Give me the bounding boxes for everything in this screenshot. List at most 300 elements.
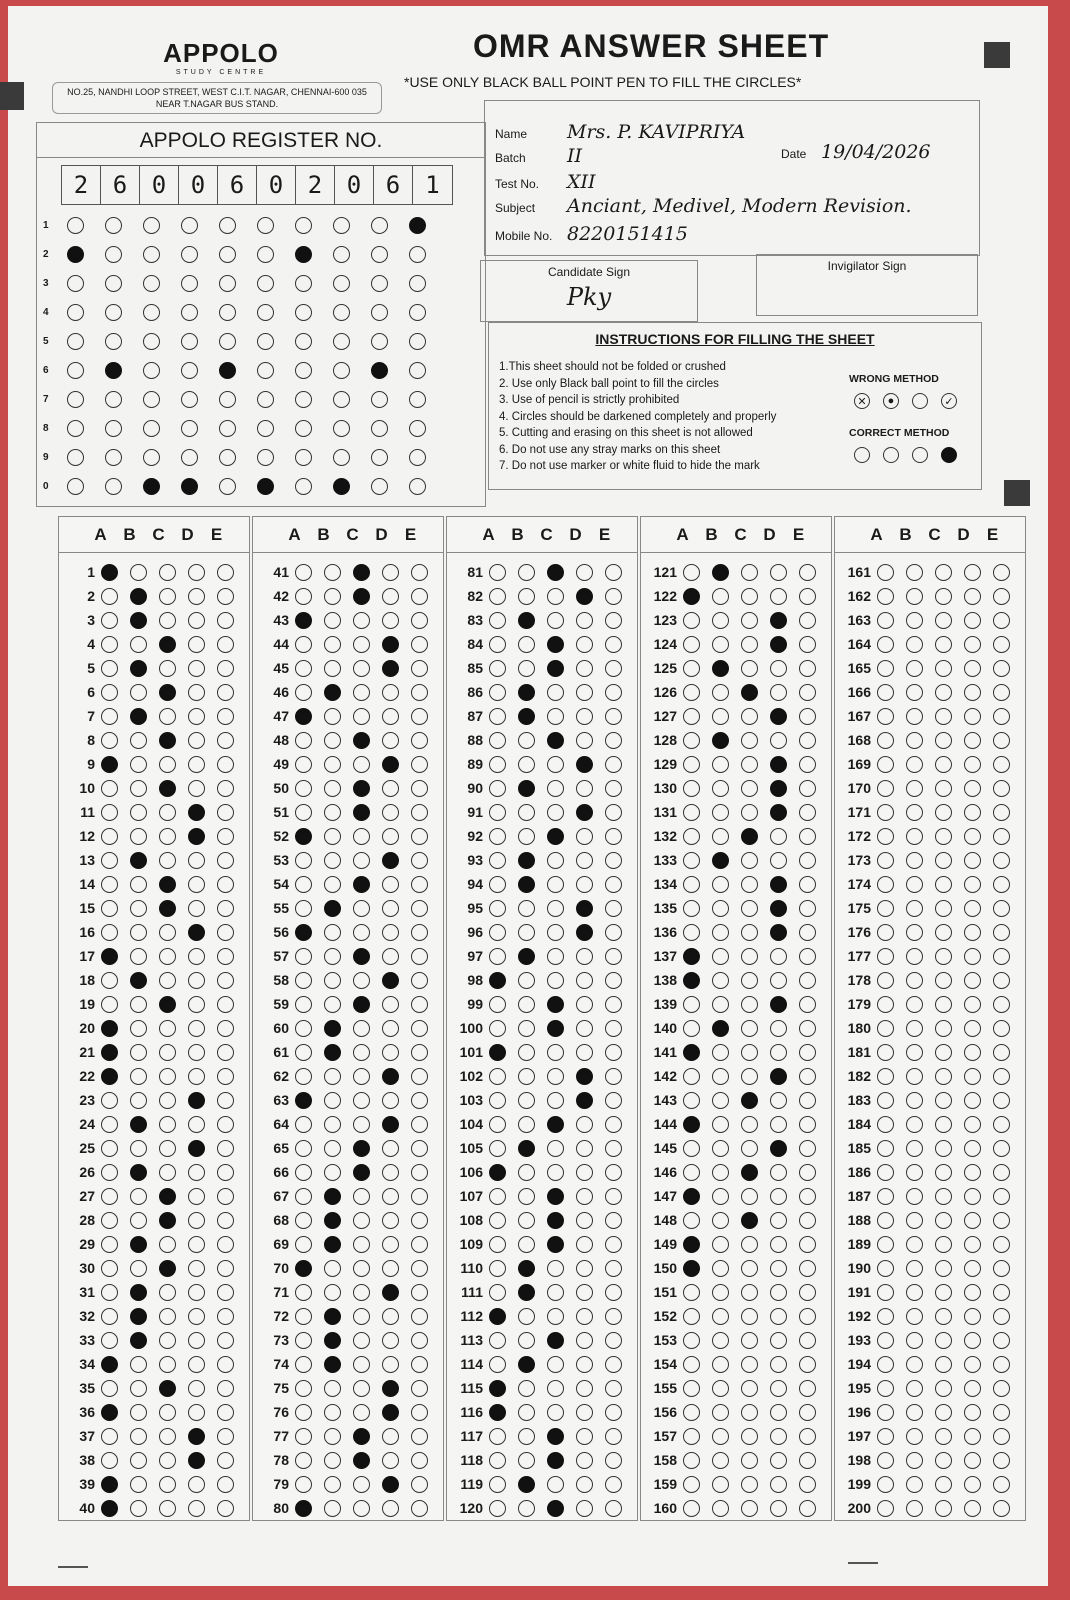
answer-bubble[interactable]	[605, 876, 622, 893]
answer-bubble[interactable]	[683, 588, 700, 605]
answer-bubble[interactable]	[605, 1212, 622, 1229]
answer-bubble[interactable]	[518, 1212, 535, 1229]
answer-bubble[interactable]	[382, 900, 399, 917]
answer-bubble[interactable]	[382, 1116, 399, 1133]
answer-bubble[interactable]	[489, 1284, 506, 1301]
answer-bubble[interactable]	[683, 1140, 700, 1157]
answer-bubble[interactable]	[770, 708, 787, 725]
register-bubble[interactable]	[219, 333, 236, 350]
answer-bubble[interactable]	[712, 1308, 729, 1325]
answer-bubble[interactable]	[295, 1044, 312, 1061]
answer-bubble[interactable]	[188, 1332, 205, 1349]
answer-bubble[interactable]	[741, 1092, 758, 1109]
answer-bubble[interactable]	[547, 1164, 564, 1181]
register-bubble[interactable]	[295, 304, 312, 321]
answer-bubble[interactable]	[324, 684, 341, 701]
answer-bubble[interactable]	[964, 1332, 981, 1349]
answer-bubble[interactable]	[188, 1356, 205, 1373]
answer-bubble[interactable]	[741, 660, 758, 677]
answer-bubble[interactable]	[382, 948, 399, 965]
answer-bubble[interactable]	[964, 588, 981, 605]
answer-bubble[interactable]	[877, 1116, 894, 1133]
register-bubble[interactable]	[67, 478, 84, 495]
answer-bubble[interactable]	[353, 852, 370, 869]
answer-bubble[interactable]	[518, 1092, 535, 1109]
answer-bubble[interactable]	[741, 1308, 758, 1325]
answer-bubble[interactable]	[159, 1476, 176, 1493]
answer-bubble[interactable]	[489, 1188, 506, 1205]
answer-bubble[interactable]	[935, 900, 952, 917]
answer-bubble[interactable]	[605, 660, 622, 677]
register-bubble[interactable]	[219, 304, 236, 321]
answer-bubble[interactable]	[159, 612, 176, 629]
register-bubble[interactable]	[143, 391, 160, 408]
register-bubble[interactable]	[295, 275, 312, 292]
answer-bubble[interactable]	[295, 1380, 312, 1397]
answer-bubble[interactable]	[130, 1188, 147, 1205]
answer-bubble[interactable]	[101, 1140, 118, 1157]
register-bubble[interactable]	[295, 333, 312, 350]
answer-bubble[interactable]	[799, 660, 816, 677]
answer-bubble[interactable]	[576, 1380, 593, 1397]
answer-bubble[interactable]	[101, 1164, 118, 1181]
answer-bubble[interactable]	[130, 852, 147, 869]
register-bubble[interactable]	[371, 391, 388, 408]
answer-bubble[interactable]	[295, 1404, 312, 1421]
answer-bubble[interactable]	[770, 1020, 787, 1037]
answer-bubble[interactable]	[217, 1188, 234, 1205]
answer-bubble[interactable]	[518, 1284, 535, 1301]
answer-bubble[interactable]	[906, 564, 923, 581]
answer-bubble[interactable]	[353, 1188, 370, 1205]
answer-bubble[interactable]	[964, 996, 981, 1013]
answer-bubble[interactable]	[353, 1380, 370, 1397]
answer-bubble[interactable]	[683, 1020, 700, 1037]
answer-bubble[interactable]	[130, 972, 147, 989]
answer-bubble[interactable]	[964, 1140, 981, 1157]
answer-bubble[interactable]	[877, 1092, 894, 1109]
answer-bubble[interactable]	[712, 1092, 729, 1109]
answer-bubble[interactable]	[799, 588, 816, 605]
answer-bubble[interactable]	[489, 852, 506, 869]
answer-bubble[interactable]	[489, 660, 506, 677]
answer-bubble[interactable]	[770, 1452, 787, 1469]
answer-bubble[interactable]	[605, 1476, 622, 1493]
answer-bubble[interactable]	[518, 636, 535, 653]
answer-bubble[interactable]	[964, 1068, 981, 1085]
answer-bubble[interactable]	[217, 1068, 234, 1085]
test-value[interactable]: XII	[567, 171, 596, 193]
answer-bubble[interactable]	[518, 780, 535, 797]
answer-bubble[interactable]	[683, 948, 700, 965]
answer-bubble[interactable]	[353, 588, 370, 605]
answer-bubble[interactable]	[353, 1452, 370, 1469]
answer-bubble[interactable]	[353, 1164, 370, 1181]
name-value[interactable]: Mrs. P. KAVIPRIYA	[567, 121, 746, 143]
answer-bubble[interactable]	[993, 564, 1010, 581]
answer-bubble[interactable]	[382, 564, 399, 581]
answer-bubble[interactable]	[547, 876, 564, 893]
answer-bubble[interactable]	[605, 588, 622, 605]
answer-bubble[interactable]	[101, 972, 118, 989]
answer-bubble[interactable]	[518, 1164, 535, 1181]
register-bubble[interactable]	[295, 478, 312, 495]
answer-bubble[interactable]	[547, 1332, 564, 1349]
answer-bubble[interactable]	[935, 1476, 952, 1493]
answer-bubble[interactable]	[489, 1308, 506, 1325]
answer-bubble[interactable]	[712, 972, 729, 989]
answer-bubble[interactable]	[217, 1260, 234, 1277]
register-bubble[interactable]	[257, 391, 274, 408]
answer-bubble[interactable]	[295, 636, 312, 653]
answer-bubble[interactable]	[683, 756, 700, 773]
answer-bubble[interactable]	[877, 612, 894, 629]
answer-bubble[interactable]	[993, 1404, 1010, 1421]
answer-bubble[interactable]	[935, 684, 952, 701]
answer-bubble[interactable]	[683, 732, 700, 749]
answer-bubble[interactable]	[906, 684, 923, 701]
answer-bubble[interactable]	[712, 1164, 729, 1181]
answer-bubble[interactable]	[353, 1428, 370, 1445]
answer-bubble[interactable]	[877, 1260, 894, 1277]
register-bubble[interactable]	[67, 391, 84, 408]
answer-bubble[interactable]	[101, 924, 118, 941]
answer-bubble[interactable]	[799, 1236, 816, 1253]
answer-bubble[interactable]	[683, 780, 700, 797]
register-bubble[interactable]	[371, 420, 388, 437]
answer-bubble[interactable]	[906, 1260, 923, 1277]
answer-bubble[interactable]	[353, 1356, 370, 1373]
answer-bubble[interactable]	[906, 1500, 923, 1517]
answer-bubble[interactable]	[712, 1476, 729, 1493]
answer-bubble[interactable]	[159, 756, 176, 773]
answer-bubble[interactable]	[295, 1476, 312, 1493]
register-bubble[interactable]	[257, 304, 274, 321]
answer-bubble[interactable]	[382, 1476, 399, 1493]
answer-bubble[interactable]	[411, 948, 428, 965]
answer-bubble[interactable]	[576, 1188, 593, 1205]
answer-bubble[interactable]	[217, 1092, 234, 1109]
answer-bubble[interactable]	[993, 1140, 1010, 1157]
answer-bubble[interactable]	[101, 780, 118, 797]
answer-bubble[interactable]	[770, 1308, 787, 1325]
answer-bubble[interactable]	[993, 828, 1010, 845]
answer-bubble[interactable]	[877, 1236, 894, 1253]
answer-bubble[interactable]	[993, 588, 1010, 605]
answer-bubble[interactable]	[770, 1260, 787, 1277]
answer-bubble[interactable]	[101, 1308, 118, 1325]
answer-bubble[interactable]	[877, 732, 894, 749]
answer-bubble[interactable]	[935, 972, 952, 989]
answer-bubble[interactable]	[683, 1308, 700, 1325]
answer-bubble[interactable]	[382, 1068, 399, 1085]
answer-bubble[interactable]	[799, 1284, 816, 1301]
answer-bubble[interactable]	[935, 1044, 952, 1061]
answer-bubble[interactable]	[906, 1476, 923, 1493]
answer-bubble[interactable]	[188, 564, 205, 581]
answer-bubble[interactable]	[130, 876, 147, 893]
answer-bubble[interactable]	[799, 972, 816, 989]
register-bubble[interactable]	[181, 478, 198, 495]
answer-bubble[interactable]	[964, 852, 981, 869]
answer-bubble[interactable]	[993, 636, 1010, 653]
answer-bubble[interactable]	[217, 1428, 234, 1445]
answer-bubble[interactable]	[324, 924, 341, 941]
answer-bubble[interactable]	[576, 828, 593, 845]
answer-bubble[interactable]	[130, 1092, 147, 1109]
answer-bubble[interactable]	[547, 996, 564, 1013]
answer-bubble[interactable]	[295, 732, 312, 749]
answer-bubble[interactable]	[964, 1044, 981, 1061]
answer-bubble[interactable]	[576, 1212, 593, 1229]
answer-bubble[interactable]	[576, 708, 593, 725]
answer-bubble[interactable]	[353, 1308, 370, 1325]
answer-bubble[interactable]	[382, 1404, 399, 1421]
answer-bubble[interactable]	[411, 1116, 428, 1133]
answer-bubble[interactable]	[411, 1356, 428, 1373]
answer-bubble[interactable]	[382, 852, 399, 869]
answer-bubble[interactable]	[906, 804, 923, 821]
answer-bubble[interactable]	[741, 876, 758, 893]
answer-bubble[interactable]	[799, 780, 816, 797]
answer-bubble[interactable]	[518, 1020, 535, 1037]
answer-bubble[interactable]	[712, 900, 729, 917]
answer-bubble[interactable]	[741, 1116, 758, 1133]
answer-bubble[interactable]	[605, 612, 622, 629]
answer-bubble[interactable]	[935, 1116, 952, 1133]
answer-bubble[interactable]	[159, 1500, 176, 1517]
answer-bubble[interactable]	[547, 852, 564, 869]
answer-bubble[interactable]	[411, 804, 428, 821]
answer-bubble[interactable]	[130, 1308, 147, 1325]
answer-bubble[interactable]	[101, 1116, 118, 1133]
answer-bubble[interactable]	[295, 1164, 312, 1181]
answer-bubble[interactable]	[712, 636, 729, 653]
answer-bubble[interactable]	[935, 1332, 952, 1349]
answer-bubble[interactable]	[770, 1404, 787, 1421]
answer-bubble[interactable]	[741, 636, 758, 653]
answer-bubble[interactable]	[382, 780, 399, 797]
answer-bubble[interactable]	[159, 1428, 176, 1445]
answer-bubble[interactable]	[964, 1092, 981, 1109]
answer-bubble[interactable]	[159, 1380, 176, 1397]
answer-bubble[interactable]	[101, 1428, 118, 1445]
answer-bubble[interactable]	[935, 1356, 952, 1373]
answer-bubble[interactable]	[382, 1500, 399, 1517]
answer-bubble[interactable]	[324, 732, 341, 749]
answer-bubble[interactable]	[217, 1380, 234, 1397]
answer-bubble[interactable]	[159, 804, 176, 821]
answer-bubble[interactable]	[712, 1116, 729, 1133]
answer-bubble[interactable]	[547, 1188, 564, 1205]
answer-bubble[interactable]	[130, 588, 147, 605]
answer-bubble[interactable]	[353, 876, 370, 893]
answer-bubble[interactable]	[799, 732, 816, 749]
answer-bubble[interactable]	[411, 1308, 428, 1325]
answer-bubble[interactable]	[159, 1284, 176, 1301]
answer-bubble[interactable]	[217, 1476, 234, 1493]
register-bubble[interactable]	[181, 275, 198, 292]
answer-bubble[interactable]	[295, 1332, 312, 1349]
answer-bubble[interactable]	[712, 828, 729, 845]
answer-bubble[interactable]	[217, 1116, 234, 1133]
answer-bubble[interactable]	[906, 1356, 923, 1373]
answer-bubble[interactable]	[935, 1140, 952, 1157]
answer-bubble[interactable]	[188, 1140, 205, 1157]
answer-bubble[interactable]	[518, 708, 535, 725]
answer-bubble[interactable]	[353, 804, 370, 821]
answer-bubble[interactable]	[324, 996, 341, 1013]
answer-bubble[interactable]	[799, 1476, 816, 1493]
register-bubble[interactable]	[219, 217, 236, 234]
register-bubble[interactable]	[219, 362, 236, 379]
answer-bubble[interactable]	[770, 1476, 787, 1493]
answer-bubble[interactable]	[382, 876, 399, 893]
answer-bubble[interactable]	[159, 1116, 176, 1133]
answer-bubble[interactable]	[877, 900, 894, 917]
answer-bubble[interactable]	[547, 1260, 564, 1277]
answer-bubble[interactable]	[964, 948, 981, 965]
answer-bubble[interactable]	[295, 756, 312, 773]
answer-bubble[interactable]	[993, 996, 1010, 1013]
register-bubble[interactable]	[181, 449, 198, 466]
answer-bubble[interactable]	[159, 636, 176, 653]
answer-bubble[interactable]	[217, 900, 234, 917]
answer-bubble[interactable]	[683, 1452, 700, 1469]
answer-bubble[interactable]	[295, 852, 312, 869]
answer-bubble[interactable]	[741, 684, 758, 701]
answer-bubble[interactable]	[770, 924, 787, 941]
answer-bubble[interactable]	[324, 612, 341, 629]
answer-bubble[interactable]	[130, 1404, 147, 1421]
answer-bubble[interactable]	[217, 972, 234, 989]
answer-bubble[interactable]	[188, 780, 205, 797]
answer-bubble[interactable]	[877, 828, 894, 845]
answer-bubble[interactable]	[489, 1164, 506, 1181]
answer-bubble[interactable]	[964, 1380, 981, 1397]
answer-bubble[interactable]	[159, 1140, 176, 1157]
answer-bubble[interactable]	[547, 732, 564, 749]
answer-bubble[interactable]	[935, 876, 952, 893]
answer-bubble[interactable]	[877, 684, 894, 701]
answer-bubble[interactable]	[411, 1332, 428, 1349]
answer-bubble[interactable]	[576, 756, 593, 773]
answer-bubble[interactable]	[576, 972, 593, 989]
answer-bubble[interactable]	[489, 972, 506, 989]
register-bubble[interactable]	[409, 362, 426, 379]
answer-bubble[interactable]	[964, 1212, 981, 1229]
answer-bubble[interactable]	[188, 732, 205, 749]
answer-bubble[interactable]	[906, 756, 923, 773]
answer-bubble[interactable]	[877, 660, 894, 677]
answer-bubble[interactable]	[188, 1380, 205, 1397]
answer-bubble[interactable]	[188, 636, 205, 653]
answer-bubble[interactable]	[101, 1020, 118, 1037]
answer-bubble[interactable]	[964, 1260, 981, 1277]
answer-bubble[interactable]	[159, 1020, 176, 1037]
answer-bubble[interactable]	[741, 1068, 758, 1085]
answer-bubble[interactable]	[935, 732, 952, 749]
answer-bubble[interactable]	[295, 1308, 312, 1325]
answer-bubble[interactable]	[605, 1092, 622, 1109]
answer-bubble[interactable]	[906, 1452, 923, 1469]
answer-bubble[interactable]	[518, 1332, 535, 1349]
invigilator-sign-box[interactable]	[756, 254, 978, 316]
answer-bubble[interactable]	[741, 1020, 758, 1037]
answer-bubble[interactable]	[877, 756, 894, 773]
answer-bubble[interactable]	[130, 660, 147, 677]
answer-bubble[interactable]	[489, 1092, 506, 1109]
register-bubble[interactable]	[409, 304, 426, 321]
answer-bubble[interactable]	[353, 1068, 370, 1085]
answer-bubble[interactable]	[489, 780, 506, 797]
answer-bubble[interactable]	[130, 1284, 147, 1301]
answer-bubble[interactable]	[712, 1500, 729, 1517]
answer-bubble[interactable]	[770, 1164, 787, 1181]
answer-bubble[interactable]	[382, 996, 399, 1013]
answer-bubble[interactable]	[324, 1260, 341, 1277]
answer-bubble[interactable]	[712, 756, 729, 773]
answer-bubble[interactable]	[159, 948, 176, 965]
answer-bubble[interactable]	[576, 852, 593, 869]
answer-bubble[interactable]	[576, 1092, 593, 1109]
answer-bubble[interactable]	[770, 1332, 787, 1349]
answer-bubble[interactable]	[906, 636, 923, 653]
answer-bubble[interactable]	[935, 804, 952, 821]
answer-bubble[interactable]	[295, 1260, 312, 1277]
register-bubble[interactable]	[143, 304, 160, 321]
answer-bubble[interactable]	[489, 1404, 506, 1421]
answer-bubble[interactable]	[605, 1020, 622, 1037]
answer-bubble[interactable]	[295, 1356, 312, 1373]
register-bubble[interactable]	[371, 449, 388, 466]
answer-bubble[interactable]	[683, 972, 700, 989]
answer-bubble[interactable]	[353, 900, 370, 917]
answer-bubble[interactable]	[799, 1500, 816, 1517]
register-bubble[interactable]	[409, 217, 426, 234]
answer-bubble[interactable]	[217, 924, 234, 941]
answer-bubble[interactable]	[324, 1116, 341, 1133]
answer-bubble[interactable]	[906, 588, 923, 605]
answer-bubble[interactable]	[605, 684, 622, 701]
answer-bubble[interactable]	[101, 1212, 118, 1229]
answer-bubble[interactable]	[605, 1116, 622, 1133]
answer-bubble[interactable]	[770, 1044, 787, 1061]
answer-bubble[interactable]	[877, 708, 894, 725]
answer-bubble[interactable]	[518, 804, 535, 821]
answer-bubble[interactable]	[993, 972, 1010, 989]
answer-bubble[interactable]	[877, 1164, 894, 1181]
answer-bubble[interactable]	[877, 564, 894, 581]
register-bubble[interactable]	[105, 246, 122, 263]
register-bubble[interactable]	[67, 275, 84, 292]
answer-bubble[interactable]	[188, 1212, 205, 1229]
answer-bubble[interactable]	[159, 1188, 176, 1205]
answer-bubble[interactable]	[547, 780, 564, 797]
answer-bubble[interactable]	[324, 708, 341, 725]
answer-bubble[interactable]	[964, 900, 981, 917]
answer-bubble[interactable]	[906, 1020, 923, 1037]
register-bubble[interactable]	[105, 420, 122, 437]
answer-bubble[interactable]	[324, 1020, 341, 1037]
answer-bubble[interactable]	[964, 756, 981, 773]
answer-bubble[interactable]	[130, 1452, 147, 1469]
answer-bubble[interactable]	[906, 828, 923, 845]
answer-bubble[interactable]	[906, 1332, 923, 1349]
answer-bubble[interactable]	[188, 756, 205, 773]
answer-bubble[interactable]	[935, 588, 952, 605]
answer-bubble[interactable]	[741, 1476, 758, 1493]
